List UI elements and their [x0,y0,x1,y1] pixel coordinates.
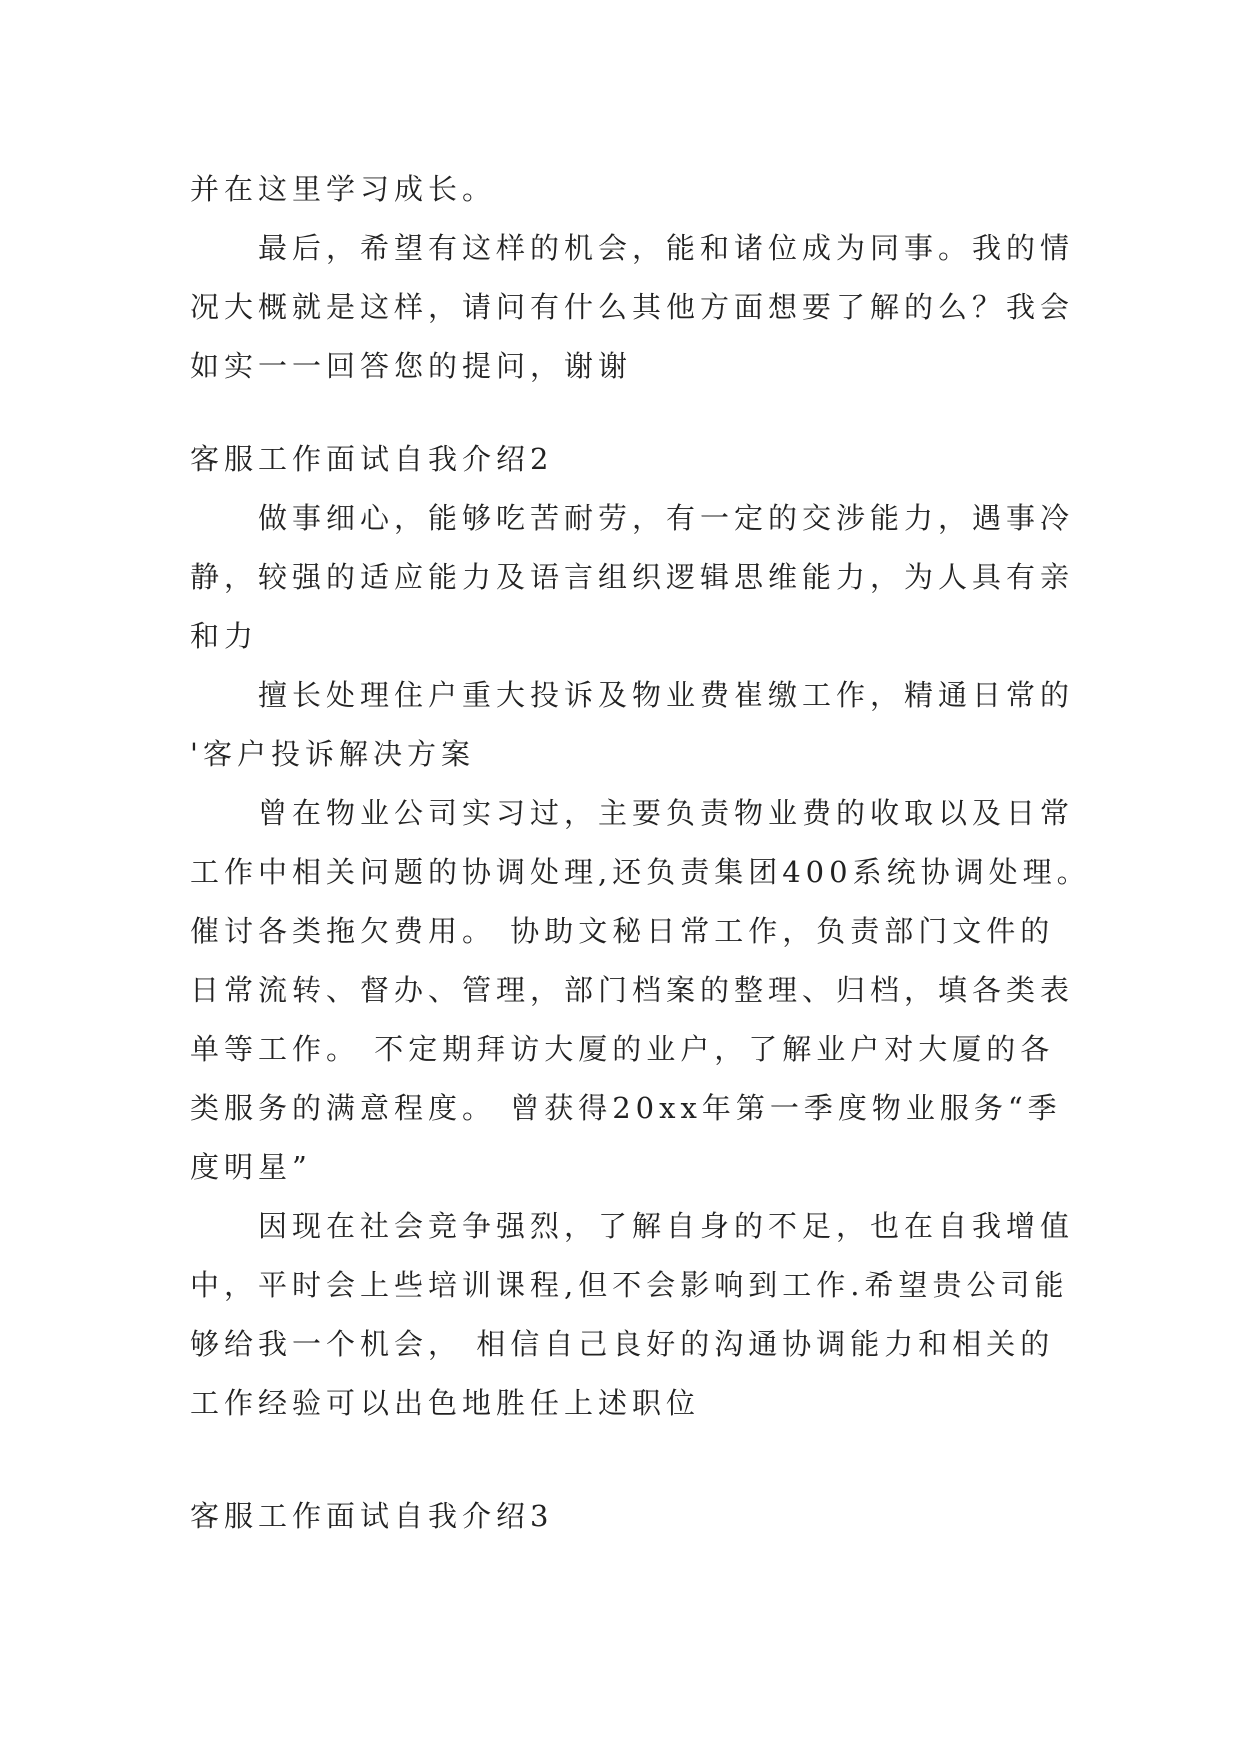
paragraph-line: 曾在物业公司实习过，主要负责物业费的收取以及日常 [258,796,1075,830]
paragraph-line: 工作经验可以出色地胜任上述职位 [190,1386,701,1420]
section-heading-2: 客服工作面试自我介绍2 [190,442,554,476]
paragraph-line: 度明星” [190,1150,312,1184]
paragraph-line: 单等工作。 不定期拜访大厦的业户，了解业户对大厦的各 [190,1032,1055,1066]
paragraph-line: 够给我一个机会， 相信自己良好的沟通协调能力和相关的 [190,1327,1055,1361]
paragraph-line: 做事细心，能够吃苦耐劳，有一定的交涉能力，遇事冷 [258,501,1075,535]
paragraph-line: 擅长处理住户重大投诉及物业费崔缴工作，精通日常的 [258,678,1075,712]
paragraph-line: 类服务的满意程度。 曾获得20xx年第一季度物业服务“季 [190,1091,1062,1125]
paragraph-line: 工作中相关问题的协调处理,还负责集团400系统协调处理。 [190,855,1091,889]
paragraph-line: 因现在社会竞争强烈，了解自身的不足，也在自我增值 [258,1209,1075,1243]
paragraph-line: 如实一一回答您的提问，谢谢 [190,349,633,383]
section-heading-3: 客服工作面试自我介绍3 [190,1499,554,1533]
paragraph-line: 日常流转、督办、管理，部门档案的整理、归档，填各类表 [190,973,1075,1007]
paragraph-line: 并在这里学习成长。 [190,172,497,206]
document-body [190,160,1091,1546]
paragraph-line: 中，平时会上些培训课程,但不会影响到工作.希望贵公司能 [190,1268,1069,1302]
paragraph-line: '客户投诉解决方案 [190,737,475,771]
paragraph-line: 和力 [190,619,259,653]
paragraph-line: 最后，希望有这样的机会，能和诸位成为同事。我的情 [258,231,1075,265]
paragraph-line: 静，较强的适应能力及语言组织逻辑思维能力，为人具有亲 [190,560,1075,594]
paragraph-line: 催讨各类拖欠费用。 协助文秘日常工作，负责部门文件的 [190,914,1055,948]
paragraph-line: 况大概就是这样，请问有什么其他方面想要了解的么？我会 [190,290,1075,324]
